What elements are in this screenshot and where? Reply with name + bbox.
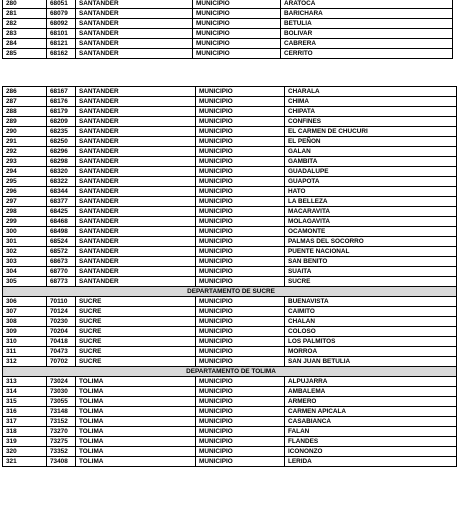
municipality-cell: GUADALUPE — [285, 167, 457, 177]
municipality-cell: MOLAGAVITA — [285, 217, 457, 227]
department-cell: TOLIMA — [76, 417, 196, 427]
department-cell: SUCRE — [76, 317, 196, 327]
table-row — [3, 297, 457, 307]
department-header: DEPARTAMENTO DE SUCRE — [3, 287, 457, 297]
row-number-cell: 300 — [3, 227, 47, 237]
department-cell: TOLIMA — [76, 407, 196, 417]
code-cell: 68051 — [47, 0, 76, 9]
type-cell: MUNICIPIO — [196, 317, 285, 327]
row-number-cell: 310 — [3, 337, 47, 347]
type-cell: MUNICIPIO — [196, 357, 285, 367]
municipality-cell: AMBALEMA — [285, 387, 457, 397]
table-row — [3, 267, 457, 277]
code-cell: 68298 — [47, 157, 76, 167]
department-cell: SANTANDER — [76, 87, 196, 97]
table-row — [3, 157, 457, 167]
table-row — [3, 427, 457, 437]
table-row — [3, 49, 453, 59]
department-cell: SANTANDER — [76, 247, 196, 257]
department-cell: TOLIMA — [76, 447, 196, 457]
row-number-cell: 299 — [3, 217, 47, 227]
code-cell: 68250 — [47, 137, 76, 147]
type-cell: MUNICIPIO — [196, 297, 285, 307]
type-cell: MUNICIPIO — [196, 337, 285, 347]
table-row — [3, 9, 453, 19]
row-number-cell: 309 — [3, 327, 47, 337]
row-number-cell: 316 — [3, 407, 47, 417]
code-cell: 68673 — [47, 257, 76, 267]
type-cell: MUNICIPIO — [196, 307, 285, 317]
department-cell: SANTANDER — [76, 167, 196, 177]
municipios-table-main — [2, 86, 457, 467]
row-number-cell: 285 — [3, 49, 47, 59]
department-header: DEPARTAMENTO DE TOLIMA — [3, 367, 457, 377]
type-cell: MUNICIPIO — [196, 407, 285, 417]
code-cell: 68773 — [47, 277, 76, 287]
table-row — [3, 127, 457, 137]
row-number-cell: 302 — [3, 247, 47, 257]
municipality-cell: BARICHARA — [281, 9, 453, 19]
row-number-cell: 283 — [3, 29, 47, 39]
row-number-cell: 301 — [3, 237, 47, 247]
table-row — [3, 417, 457, 427]
table-row — [3, 457, 457, 467]
row-number-cell: 282 — [3, 19, 47, 29]
department-cell: SANTANDER — [76, 29, 193, 39]
municipality-cell: CONFINES — [285, 117, 457, 127]
table-row — [3, 247, 457, 257]
code-cell: 68162 — [47, 49, 76, 59]
row-number-cell: 287 — [3, 97, 47, 107]
municipality-cell: CHIMA — [285, 97, 457, 107]
department-cell: SUCRE — [76, 307, 196, 317]
type-cell: MUNICIPIO — [196, 427, 285, 437]
code-cell: 70110 — [47, 297, 76, 307]
row-number-cell: 319 — [3, 437, 47, 447]
type-cell: MUNICIPIO — [196, 187, 285, 197]
municipality-cell: ARATOCA — [281, 0, 453, 9]
row-number-cell: 294 — [3, 167, 47, 177]
table-row — [3, 397, 457, 407]
row-number-cell: 280 — [3, 0, 47, 9]
department-cell: SANTANDER — [76, 257, 196, 267]
table-row — [3, 337, 457, 347]
row-number-cell: 318 — [3, 427, 47, 437]
row-number-cell: 291 — [3, 137, 47, 147]
code-cell: 68179 — [47, 107, 76, 117]
municipality-cell: BETULIA — [281, 19, 453, 29]
type-cell: MUNICIPIO — [196, 197, 285, 207]
type-cell: MUNICIPIO — [193, 9, 281, 19]
row-number-cell: 317 — [3, 417, 47, 427]
department-cell: SANTANDER — [76, 277, 196, 287]
row-number-cell: 305 — [3, 277, 47, 287]
type-cell: MUNICIPIO — [196, 277, 285, 287]
table-row — [3, 257, 457, 267]
table-row — [3, 317, 457, 327]
row-number-cell: 308 — [3, 317, 47, 327]
municipios-table-top — [2, 0, 453, 59]
type-cell: MUNICIPIO — [196, 227, 285, 237]
municipality-cell: ICONONZO — [285, 447, 457, 457]
code-cell: 68572 — [47, 247, 76, 257]
municipality-cell: GUAPOTA — [285, 177, 457, 187]
code-cell: 68209 — [47, 117, 76, 127]
type-cell: MUNICIPIO — [193, 49, 281, 59]
table-row — [3, 39, 453, 49]
type-cell: MUNICIPIO — [193, 0, 281, 9]
code-cell: 68092 — [47, 19, 76, 29]
code-cell: 68079 — [47, 9, 76, 19]
department-cell: SANTANDER — [76, 0, 193, 9]
department-header-row — [3, 367, 457, 377]
code-cell: 68167 — [47, 87, 76, 97]
type-cell: MUNICIPIO — [196, 97, 285, 107]
type-cell: MUNICIPIO — [196, 257, 285, 267]
municipality-cell: CASABIANCA — [285, 417, 457, 427]
type-cell: MUNICIPIO — [196, 127, 285, 137]
department-cell: SANTANDER — [76, 107, 196, 117]
municipality-cell: BOLIVAR — [281, 29, 453, 39]
table-row — [3, 19, 453, 29]
municipality-cell: PUENTE NACIONAL — [285, 247, 457, 257]
row-number-cell: 307 — [3, 307, 47, 317]
department-cell: SUCRE — [76, 327, 196, 337]
code-cell: 68524 — [47, 237, 76, 247]
code-cell: 68322 — [47, 177, 76, 187]
department-cell: TOLIMA — [76, 427, 196, 437]
municipality-cell: SUCRE — [285, 277, 457, 287]
municipality-cell: COLOSO — [285, 327, 457, 337]
municipality-cell: HATO — [285, 187, 457, 197]
department-cell: SANTANDER — [76, 9, 193, 19]
code-cell: 70473 — [47, 347, 76, 357]
table-row — [3, 137, 457, 147]
department-cell: SANTANDER — [76, 127, 196, 137]
table-row — [3, 357, 457, 367]
department-cell: SANTANDER — [76, 39, 193, 49]
code-cell: 70702 — [47, 357, 76, 367]
municipality-cell: CAIMITO — [285, 307, 457, 317]
department-header-row — [3, 287, 457, 297]
municipality-cell: EL CARMEN DE CHUCURI — [285, 127, 457, 137]
type-cell: MUNICIPIO — [196, 137, 285, 147]
department-cell: SANTANDER — [76, 147, 196, 157]
code-cell: 68235 — [47, 127, 76, 137]
type-cell: MUNICIPIO — [196, 437, 285, 447]
code-cell: 68101 — [47, 29, 76, 39]
row-number-cell: 281 — [3, 9, 47, 19]
table-row — [3, 167, 457, 177]
row-number-cell: 311 — [3, 347, 47, 357]
department-cell: SANTANDER — [76, 97, 196, 107]
table-row — [3, 117, 457, 127]
row-number-cell: 297 — [3, 197, 47, 207]
code-cell: 68121 — [47, 39, 76, 49]
municipality-cell: ALPUJARRA — [285, 377, 457, 387]
department-cell: TOLIMA — [76, 377, 196, 387]
municipality-cell: MACARAVITA — [285, 207, 457, 217]
type-cell: MUNICIPIO — [196, 267, 285, 277]
code-cell: 70124 — [47, 307, 76, 317]
code-cell: 73152 — [47, 417, 76, 427]
table-row — [3, 407, 457, 417]
department-cell: SANTANDER — [76, 197, 196, 207]
code-cell: 70418 — [47, 337, 76, 347]
municipality-cell: SAN JUAN BETULIA — [285, 357, 457, 367]
row-number-cell: 290 — [3, 127, 47, 137]
municipality-cell: GAMBITA — [285, 157, 457, 167]
code-cell: 73275 — [47, 437, 76, 447]
municipality-cell: SAN BENITO — [285, 257, 457, 267]
municipality-cell: CARMEN APICALA — [285, 407, 457, 417]
municipality-cell: GALAN — [285, 147, 457, 157]
department-cell: SANTANDER — [76, 137, 196, 147]
table-row — [3, 377, 457, 387]
department-cell: TOLIMA — [76, 437, 196, 447]
row-number-cell: 296 — [3, 187, 47, 197]
municipality-cell: LOS PALMITOS — [285, 337, 457, 347]
table-row — [3, 237, 457, 247]
code-cell: 70204 — [47, 327, 76, 337]
department-cell: TOLIMA — [76, 387, 196, 397]
table-row — [3, 107, 457, 117]
code-cell: 73408 — [47, 457, 76, 467]
type-cell: MUNICIPIO — [196, 157, 285, 167]
type-cell: MUNICIPIO — [196, 117, 285, 127]
row-number-cell: 306 — [3, 297, 47, 307]
code-cell: 68296 — [47, 147, 76, 157]
municipality-cell: EL PEÑON — [285, 137, 457, 147]
row-number-cell: 315 — [3, 397, 47, 407]
code-cell: 68770 — [47, 267, 76, 277]
type-cell: MUNICIPIO — [196, 87, 285, 97]
code-cell: 73055 — [47, 397, 76, 407]
table-row — [3, 87, 457, 97]
table-row — [3, 447, 457, 457]
code-cell: 68344 — [47, 187, 76, 197]
row-number-cell: 313 — [3, 377, 47, 387]
department-cell: SUCRE — [76, 337, 196, 347]
type-cell: MUNICIPIO — [193, 19, 281, 29]
department-cell: SUCRE — [76, 297, 196, 307]
code-cell: 73024 — [47, 377, 76, 387]
code-cell: 73148 — [47, 407, 76, 417]
type-cell: MUNICIPIO — [196, 447, 285, 457]
department-cell: SUCRE — [76, 347, 196, 357]
table-row — [3, 227, 457, 237]
table-row — [3, 327, 457, 337]
department-cell: TOLIMA — [76, 397, 196, 407]
municipality-cell: SUAITA — [285, 267, 457, 277]
row-number-cell: 284 — [3, 39, 47, 49]
code-cell: 68468 — [47, 217, 76, 227]
row-number-cell: 314 — [3, 387, 47, 397]
department-cell: SANTANDER — [76, 19, 193, 29]
table-row — [3, 307, 457, 317]
municipality-cell: FALAN — [285, 427, 457, 437]
municipality-cell: CABRERA — [281, 39, 453, 49]
code-cell: 68320 — [47, 167, 76, 177]
municipality-cell: LERIDA — [285, 457, 457, 467]
table-row — [3, 177, 457, 187]
department-cell: SANTANDER — [76, 227, 196, 237]
row-number-cell: 320 — [3, 447, 47, 457]
municipality-cell: FLANDES — [285, 437, 457, 447]
type-cell: MUNICIPIO — [196, 107, 285, 117]
department-cell: SANTANDER — [76, 237, 196, 247]
table-row — [3, 217, 457, 227]
municipality-cell: CHARALA — [285, 87, 457, 97]
type-cell: MUNICIPIO — [196, 247, 285, 257]
code-cell: 68425 — [47, 207, 76, 217]
row-number-cell: 312 — [3, 357, 47, 367]
row-number-cell: 292 — [3, 147, 47, 157]
department-cell: SANTANDER — [76, 157, 196, 167]
department-cell: TOLIMA — [76, 457, 196, 467]
type-cell: MUNICIPIO — [196, 347, 285, 357]
municipality-cell: LA BELLEZA — [285, 197, 457, 207]
table-row — [3, 97, 457, 107]
table-row — [3, 207, 457, 217]
table-row — [3, 437, 457, 447]
table-row — [3, 347, 457, 357]
row-number-cell: 288 — [3, 107, 47, 117]
type-cell: MUNICIPIO — [196, 217, 285, 227]
type-cell: MUNICIPIO — [196, 177, 285, 187]
type-cell: MUNICIPIO — [193, 39, 281, 49]
type-cell: MUNICIPIO — [193, 29, 281, 39]
row-number-cell: 321 — [3, 457, 47, 467]
type-cell: MUNICIPIO — [196, 167, 285, 177]
type-cell: MUNICIPIO — [196, 147, 285, 157]
table-row — [3, 147, 457, 157]
department-cell: SANTANDER — [76, 117, 196, 127]
table-row — [3, 29, 453, 39]
type-cell: MUNICIPIO — [196, 207, 285, 217]
row-number-cell: 289 — [3, 117, 47, 127]
department-cell: SANTANDER — [76, 49, 193, 59]
table-row — [3, 0, 453, 9]
municipality-cell: CERRITO — [281, 49, 453, 59]
table-row — [3, 277, 457, 287]
department-cell: SUCRE — [76, 357, 196, 367]
code-cell: 70230 — [47, 317, 76, 327]
code-cell: 73030 — [47, 387, 76, 397]
type-cell: MUNICIPIO — [196, 237, 285, 247]
municipality-cell: CHALAN — [285, 317, 457, 327]
row-number-cell: 304 — [3, 267, 47, 277]
municipality-cell: BUENAVISTA — [285, 297, 457, 307]
type-cell: MUNICIPIO — [196, 457, 285, 467]
row-number-cell: 303 — [3, 257, 47, 267]
row-number-cell: 286 — [3, 87, 47, 97]
department-cell: SANTANDER — [76, 207, 196, 217]
department-cell: SANTANDER — [76, 187, 196, 197]
department-cell: SANTANDER — [76, 267, 196, 277]
municipality-cell: OCAMONTE — [285, 227, 457, 237]
table-row — [3, 187, 457, 197]
row-number-cell: 298 — [3, 207, 47, 217]
code-cell: 68498 — [47, 227, 76, 237]
table-row — [3, 387, 457, 397]
department-cell: SANTANDER — [76, 217, 196, 227]
type-cell: MUNICIPIO — [196, 397, 285, 407]
type-cell: MUNICIPIO — [196, 327, 285, 337]
code-cell: 73270 — [47, 427, 76, 437]
table-row — [3, 197, 457, 207]
code-cell: 68377 — [47, 197, 76, 207]
type-cell: MUNICIPIO — [196, 417, 285, 427]
municipality-cell: CHIPATA — [285, 107, 457, 117]
code-cell: 73352 — [47, 447, 76, 457]
row-number-cell: 295 — [3, 177, 47, 187]
code-cell: 68176 — [47, 97, 76, 107]
type-cell: MUNICIPIO — [196, 377, 285, 387]
municipality-cell: MORROA — [285, 347, 457, 357]
type-cell: MUNICIPIO — [196, 387, 285, 397]
row-number-cell: 293 — [3, 157, 47, 167]
department-cell: SANTANDER — [76, 177, 196, 187]
municipality-cell: ARMERO — [285, 397, 457, 407]
municipality-cell: PALMAS DEL SOCORRO — [285, 237, 457, 247]
